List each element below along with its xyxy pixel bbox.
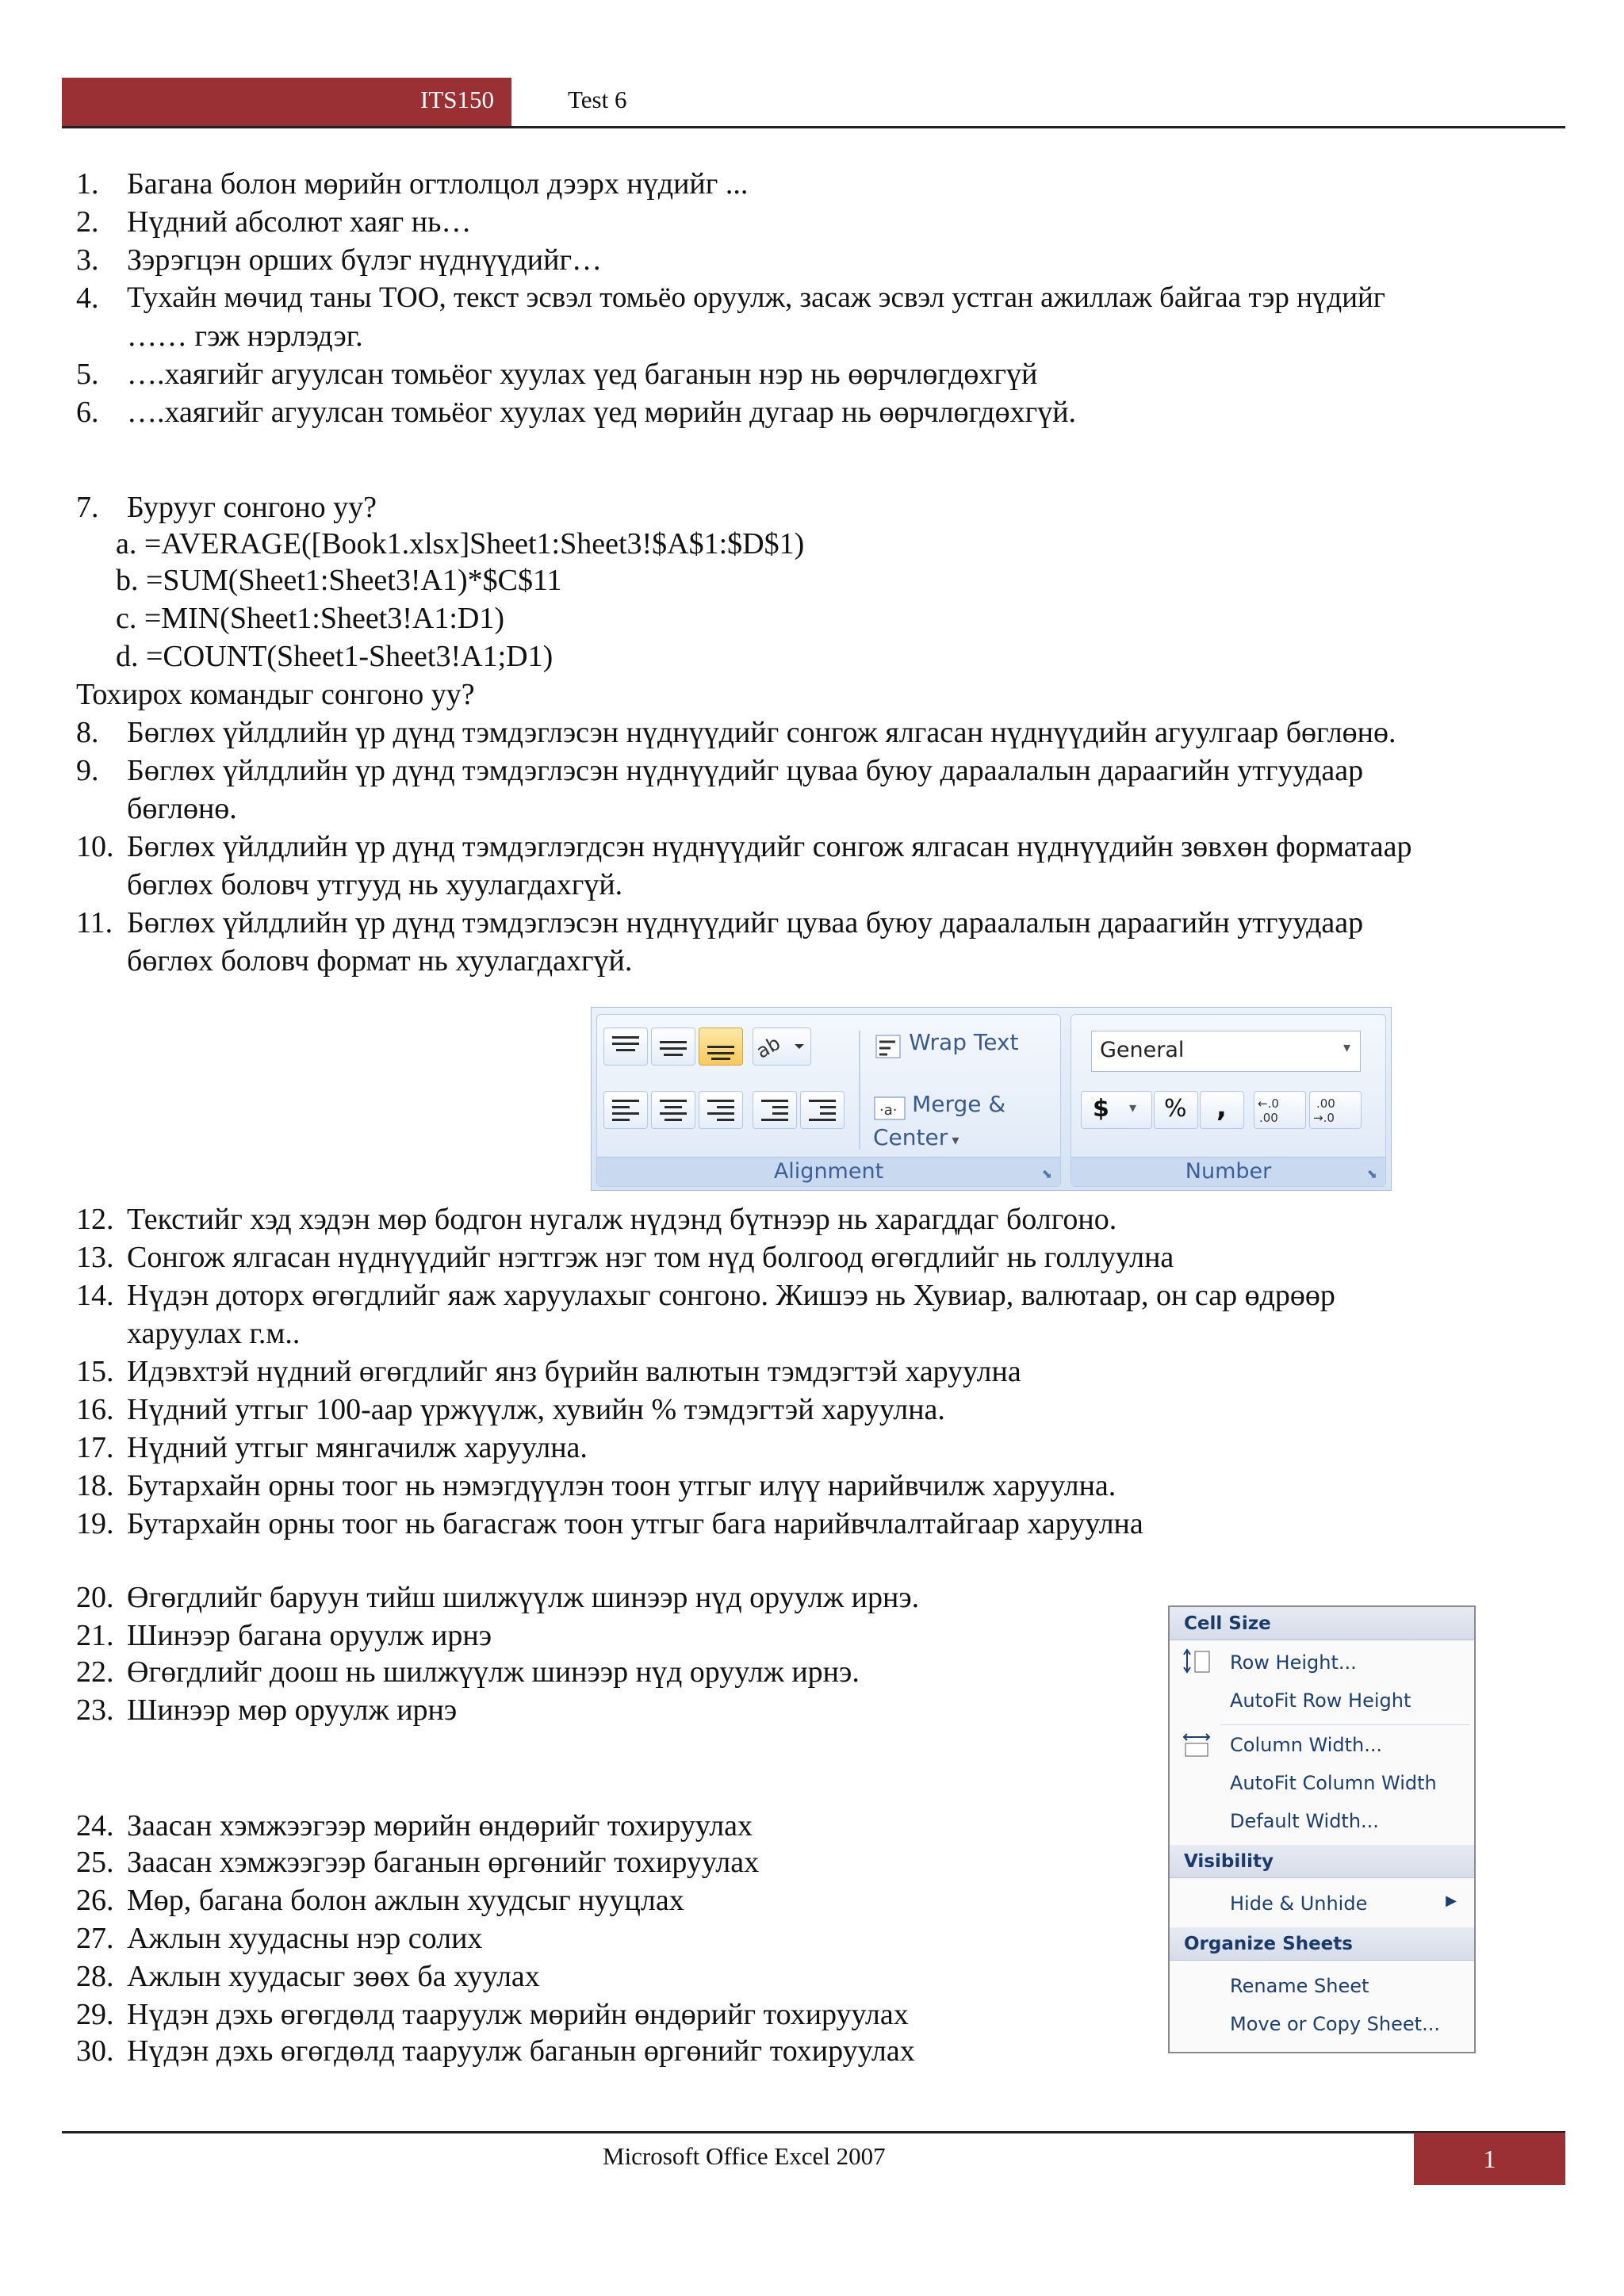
alignment-group bbox=[596, 1014, 1061, 1187]
merge-center-button[interactable]: ·a· Merge & Center ▾ bbox=[873, 1091, 1006, 1150]
number-format-value: General bbox=[1100, 1038, 1185, 1062]
q-text: Нүдэн доторх өгөгдлийг яаж харуулахыг сонгоно. Жишээ нь Хувиар, валютаар, он сар өдрөөр bbox=[127, 1279, 1335, 1312]
menu-item-move-copy[interactable]: Move or Copy Sheet... bbox=[1230, 2013, 1440, 2035]
q-text: Мөр, багана болон ажлын хуудсыг нууцлах bbox=[127, 1884, 684, 1917]
q-number: 11. bbox=[76, 906, 113, 939]
q-number: 1. bbox=[76, 167, 99, 201]
orientation-button[interactable] bbox=[753, 1027, 811, 1066]
q-number: 5. bbox=[76, 358, 99, 391]
increase-decimal-button[interactable] bbox=[1254, 1091, 1306, 1129]
q-text: ….хаягийг агуулсан томьёог хуулах үед баганын нэр нь өөрчлөгдөхгүй bbox=[127, 358, 1038, 391]
svg-text:←.0: ←.0 bbox=[1258, 1096, 1279, 1111]
q-text: Нүдэн дэхь өгөгдөлд тааруулж баганын өргөнийг тохируулах bbox=[127, 2034, 915, 2068]
q-text: бөглөх боловч утгууд нь хуулагдахгүй. bbox=[127, 868, 623, 901]
q-text: Идэвхтэй нүдний өгөгдлийг янз бүрийн валютын тэмдэгтэй харуулна bbox=[127, 1355, 1021, 1388]
section-heading: Тохирох командыг сонгоно уу? bbox=[76, 678, 475, 711]
menu-heading-organize: Organize Sheets bbox=[1170, 1927, 1474, 1961]
wrap-text-icon bbox=[873, 1031, 905, 1062]
menu-item-rename-sheet[interactable]: Rename Sheet bbox=[1230, 1975, 1369, 1997]
currency-icon: $ bbox=[1093, 1095, 1109, 1123]
option-c: c. =MIN(Sheet1:Sheet3!A1:D1) bbox=[116, 602, 504, 635]
percent-button[interactable] bbox=[1154, 1091, 1198, 1129]
q-text: Нүдний утгыг 100-аар үржүүлж, хувийн % тэмдэгтэй харуулна. bbox=[127, 1393, 945, 1426]
q-text: Нүдний абсолют хаяг нь… bbox=[127, 205, 472, 239]
alignment-group-label: Alignment bbox=[597, 1157, 1060, 1186]
q-number: 25. bbox=[76, 1846, 114, 1879]
q-text: Заасан хэмжээгээр баганын өргөнийг тохируулах bbox=[127, 1846, 760, 1879]
bottom-align-button[interactable] bbox=[699, 1027, 743, 1066]
q-text: Бөглөх үйлдлийн үр дүнд тэмдэглэсэн нүднүүдийг цуваа буюу дараалалын дараагийн утгуудаар bbox=[127, 906, 1364, 939]
menu-item-autofit-column[interactable]: AutoFit Column Width bbox=[1230, 1772, 1437, 1794]
number-group-label: Number bbox=[1071, 1157, 1385, 1186]
submenu-arrow-icon: ▶ bbox=[1446, 1892, 1457, 1909]
option-d: d. =COUNT(Sheet1-Sheet3!A1;D1) bbox=[116, 640, 553, 673]
q-text: Зэрэгцэн орших бүлэг нүднүүдийг… bbox=[127, 243, 603, 277]
q-text: Нүдний утгыг мянгачилж харуулна. bbox=[127, 1431, 588, 1464]
q-number: 20. bbox=[76, 1581, 114, 1614]
q-text: Текстийг хэд хэдэн мөр бодгон нугалж нүдэнд бүтнээр нь харагддаг болгоно. bbox=[127, 1203, 1117, 1236]
q-number: 27. bbox=[76, 1922, 114, 1955]
wrap-text-label: Wrap Text bbox=[909, 1029, 1019, 1055]
dialog-launcher-icon[interactable]: ⬊ bbox=[1366, 1166, 1377, 1181]
q-number: 7. bbox=[76, 491, 99, 524]
q-text: Нүдэн дэхь өгөгдөлд тааруулж мөрийн өндөрийг тохируулах bbox=[127, 1998, 909, 2031]
menu-item-default-width[interactable]: Default Width... bbox=[1230, 1810, 1379, 1832]
footer-divider bbox=[62, 2131, 1565, 2133]
course-code: ITS150 bbox=[420, 86, 494, 113]
currency-button[interactable]: $ ▾ bbox=[1081, 1091, 1152, 1129]
merge-center-label: Merge & Center bbox=[873, 1091, 1006, 1150]
q-text: Шинээр мөр оруулж ирнэ bbox=[127, 1693, 458, 1727]
decrease-decimal-icon bbox=[1310, 1092, 1359, 1127]
q-number: 29. bbox=[76, 1998, 114, 2031]
q-text: Тухайн мөчид таны ТОО, текст эсвэл томьёо оруулж, засаж эсвэл устган ажиллаж байгаа тэр нүдийг bbox=[127, 281, 1385, 314]
q-text: харуулах г.м.. bbox=[127, 1317, 301, 1350]
q-number: 6. bbox=[76, 396, 99, 429]
decrease-decimal-button[interactable] bbox=[1309, 1091, 1362, 1129]
menu-item-row-height[interactable]: Row Height... bbox=[1230, 1651, 1357, 1674]
number-group bbox=[1071, 1014, 1386, 1187]
menu-item-hide-unhide[interactable]: Hide & Unhide bbox=[1230, 1892, 1368, 1915]
q-number: 18. bbox=[76, 1469, 114, 1502]
dialog-launcher-icon[interactable]: ⬊ bbox=[1041, 1166, 1052, 1181]
q-text: Өгөгдлийг доош нь шилжүүлж шинээр нүд оруулж ирнэ. bbox=[127, 1655, 860, 1689]
q-number: 12. bbox=[76, 1203, 114, 1236]
excel-ribbon bbox=[591, 1007, 1392, 1191]
q-number: 13. bbox=[76, 1241, 114, 1274]
q-text: Заасан хэмжээгээр мөрийн өндөрийг тохируулах bbox=[127, 1809, 753, 1843]
q-text: ….хаягийг агуулсан томьёог хуулах үед мөрийн дугаар нь өөрчлөгдөхгүй. bbox=[127, 396, 1077, 429]
q-number: 9. bbox=[76, 754, 99, 787]
q-text: Бутархайн орны тоог нь багасгаж тоон утгыг бага нарийвчлалтайгаар харуулна bbox=[127, 1507, 1143, 1540]
q-text: Бөглөх үйлдлийн үр дүнд тэмдэглэгдсэн нүднүүдийг сонгож ялгасан нүднүүдийн зөвхөн форматаар bbox=[127, 830, 1412, 863]
option-b: b. =SUM(Sheet1:Sheet3!A1)*$C$11 bbox=[116, 564, 562, 597]
q-text: бөглөх боловч формат нь хуулагдахгүй. bbox=[127, 944, 633, 978]
top-align-button[interactable] bbox=[603, 1027, 648, 1066]
q-number: 28. bbox=[76, 1960, 114, 1993]
header-divider bbox=[62, 126, 1565, 128]
q-number: 3. bbox=[76, 243, 99, 277]
q-number: 17. bbox=[76, 1431, 114, 1464]
menu-heading-cell-size: Cell Size bbox=[1170, 1607, 1474, 1640]
q-number: 26. bbox=[76, 1884, 114, 1917]
svg-text:.00: .00 bbox=[1259, 1111, 1278, 1125]
q-text: Шинээр багана оруулж ирнэ bbox=[127, 1619, 492, 1652]
svg-text:·a·: ·a· bbox=[879, 1101, 898, 1119]
increase-indent-button[interactable] bbox=[800, 1091, 845, 1129]
q-number: 8. bbox=[76, 716, 99, 749]
align-right-button[interactable] bbox=[699, 1091, 743, 1129]
cell-size-menu bbox=[1168, 1605, 1476, 2053]
q-number: 22. bbox=[76, 1655, 114, 1689]
menu-separator bbox=[1220, 1724, 1469, 1725]
q-number: 23. bbox=[76, 1693, 114, 1727]
svg-text:→.0: →.0 bbox=[1313, 1111, 1335, 1125]
page-number: 1 bbox=[1414, 2133, 1565, 2185]
option-a: a. =AVERAGE([Book1.xlsx]Sheet1:Sheet3!$A$1:$D$1) bbox=[116, 527, 805, 561]
chevron-down-icon: ▾ bbox=[1342, 1039, 1350, 1056]
comma-icon: , bbox=[1216, 1092, 1227, 1123]
q-text: Бутархайн орны тоог нь нэмэгдүүлэн тоон утгыг илүү нарийвчилж харуулна. bbox=[127, 1469, 1116, 1502]
test-title: Test 6 bbox=[568, 86, 627, 113]
comma-style-button[interactable] bbox=[1200, 1091, 1244, 1129]
menu-item-column-width[interactable]: Column Width... bbox=[1230, 1734, 1383, 1756]
q-text: Ажлын хуудасны нэр солих bbox=[127, 1922, 483, 1955]
q-number: 16. bbox=[76, 1393, 114, 1426]
number-format-select[interactable] bbox=[1091, 1031, 1361, 1072]
q-number: 2. bbox=[76, 205, 99, 239]
q-text: Бөглөх үйлдлийн үр дүнд тэмдэглэсэн нүднүүдийг сонгож ялгасан нүднүүдийн агуулгаар бөглөнө. bbox=[127, 716, 1396, 749]
row-height-icon bbox=[1181, 1647, 1212, 1675]
q-text: Сонгож ялгасан нүднүүдийг нэгтгэж нэг том нүд болгоод өгөгдлийг нь голлуулна bbox=[127, 1241, 1174, 1274]
menu-item-autofit-row[interactable]: AutoFit Row Height bbox=[1230, 1689, 1411, 1712]
decrease-indent-button[interactable] bbox=[753, 1091, 797, 1129]
q-number: 24. bbox=[76, 1809, 114, 1843]
q-number: 30. bbox=[76, 2034, 114, 2068]
middle-align-button[interactable] bbox=[651, 1027, 695, 1066]
footer-title: Microsoft Office Excel 2007 bbox=[603, 2142, 886, 2170]
q-text: Багана болон мөрийн огтлолцол дээрх нүдийг ... bbox=[127, 167, 749, 201]
q-text: Бөглөх үйлдлийн үр дүнд тэмдэглэсэн нүднүүдийг цуваа буюу дараалалын дараагийн утгуудаар bbox=[127, 754, 1364, 787]
q-number: 10. bbox=[76, 830, 114, 863]
q-text: бөглөнө. bbox=[127, 792, 237, 825]
orientation-icon bbox=[753, 1028, 809, 1063]
q-number: 19. bbox=[76, 1507, 114, 1540]
percent-icon: % bbox=[1164, 1095, 1187, 1123]
q-number: 21. bbox=[76, 1619, 114, 1652]
q-text: Бурууг сонгоно уу? bbox=[127, 491, 377, 524]
increase-decimal-icon bbox=[1254, 1092, 1304, 1127]
q-text: …… гэж нэрлэдэг. bbox=[127, 320, 363, 353]
svg-text:.00: .00 bbox=[1316, 1096, 1335, 1111]
align-left-button[interactable] bbox=[603, 1091, 648, 1129]
wrap-text-button[interactable] bbox=[873, 1029, 1019, 1062]
q-text: Ажлын хуудасыг зөөх ба хуулах bbox=[127, 1960, 540, 1993]
q-number: 14. bbox=[76, 1279, 114, 1312]
merge-center-icon bbox=[873, 1093, 908, 1124]
menu-heading-visibility: Visibility bbox=[1170, 1845, 1474, 1878]
column-width-icon bbox=[1181, 1729, 1212, 1758]
q-text: Өгөгдлийг баруун тийш шилжүүлж шинээр нүд оруулж ирнэ. bbox=[127, 1581, 920, 1614]
q-number: 15. bbox=[76, 1355, 114, 1388]
svg-text:ab: ab bbox=[753, 1031, 784, 1063]
q-number: 4. bbox=[76, 281, 99, 315]
align-center-button[interactable] bbox=[651, 1091, 695, 1129]
